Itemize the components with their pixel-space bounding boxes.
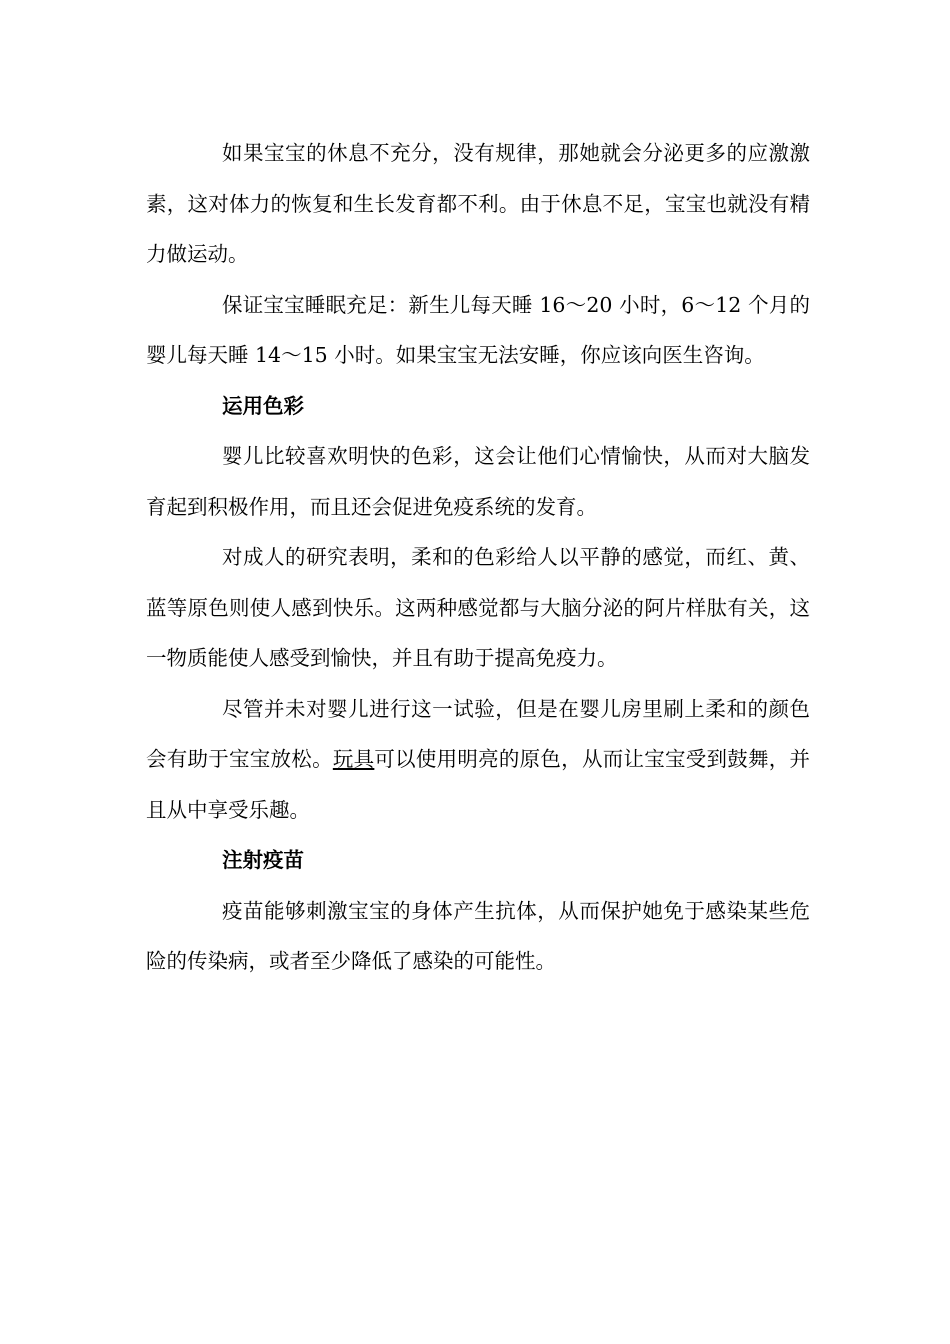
heading-vaccine: 注射疫苗 <box>222 848 304 872</box>
toys-link[interactable]: 玩具 <box>332 747 375 771</box>
document-body <box>146 128 810 987</box>
paragraph-sleep: 保证宝宝睡眠充足：新生儿每天睡 16～20 小时，6～12 个月的婴儿每天睡 14～15 小时。如果宝宝无法安睡，你应该向医生咨询。 <box>146 292 810 367</box>
paragraph-rest: 如果宝宝的休息不充分，没有规律，那她就会分泌更多的应激激素，这对体力的恢复和生长发育都不利。由于休息不足，宝宝也就没有精力做运动。 <box>146 141 810 266</box>
paragraph-color-intro: 婴儿比较喜欢明快的色彩，这会让他们心情愉快，从而对大脑发育起到积极作用，而且还会促进免疫系统的发育。 <box>146 444 810 519</box>
paragraph-text-after: 可以使用明亮的原色，从而让宝宝受到鼓舞，并且从中享受乐趣。 <box>146 747 811 822</box>
paragraph-color-toys <box>146 684 810 836</box>
paragraph-vaccine: 疫苗能够刺激宝宝的身体产生抗体，从而保护她免于感染某些危险的传染病，或者至少降低了感染的可能性。 <box>146 898 810 973</box>
heading-color: 运用色彩 <box>222 393 304 418</box>
paragraph-color-research: 对成人的研究表明，柔和的色彩给人以平静的感觉，而红、黄、蓝等原色则使人感到快乐。这两种感觉都与大脑分泌的阿片样肽有关，这一物质能使人感受到愉快，并且有助于提高免疫力。 <box>146 545 810 670</box>
paragraph-text-before: 尽管并未对婴儿进行这一试验，但是在婴儿房里刷上柔和的颜色会有助于宝宝放松。 <box>146 696 810 771</box>
